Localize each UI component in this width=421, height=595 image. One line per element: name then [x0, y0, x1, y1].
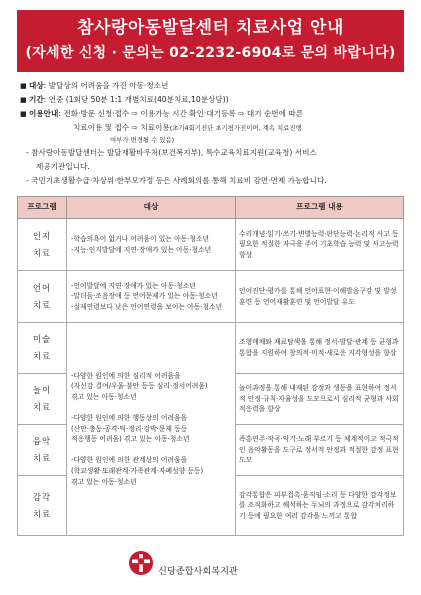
program-name-line2: 치료 [32, 402, 52, 412]
content-cell-play: 놀이과정을 통해 내재된 감정과 생동을 표현하여 정서적 안정·규칙·자율성을 도모으로서 심리적 균형과 사회 적응력을 향상 [236, 374, 404, 425]
table-row-cognitive [18, 219, 404, 271]
program-name-art [18, 323, 67, 374]
program-name-line1: 미술 [32, 334, 52, 344]
info-guide [20, 107, 410, 121]
target-key: 대상 [29, 81, 44, 90]
program-name-play [18, 374, 67, 425]
note-discount: - 국민기초생활수급·차상위·한부모가정 등은 사례회의를 통해 치료비 감면·면제 가능합니다. [26, 176, 327, 185]
note-voucher-cont: 제공기관입니다. [36, 162, 90, 171]
content-cell-cognitive: 수리개념·읽기·쓰기·변별능력·판단능력·논리적 사고 등 필요한 적절한 자극을 주어 기초학습 능력 및 사고능력 향상 [236, 219, 404, 271]
contact-subtitle: (자세한 신청 · 문의는 02-2232-6904로 문의 바랍니다) [25, 45, 396, 61]
guide-value: : 전화·방문 신청·접수 ⇨ 이용가능 시간 확인·대기등록 ⇨ 대기 순번에 따른 [58, 109, 304, 118]
program-name-line1: 감각 [32, 491, 52, 502]
welfare-center-logo-icon [128, 550, 154, 576]
info-target [20, 79, 410, 93]
program-name-music [18, 425, 67, 476]
program-name-line1: 인지 [32, 230, 52, 241]
content-cell-speech: 언어진단·평가를 통해 언어표현·이해발음구강 및 발성훈련 등 언어재활훈련 및 언어발달 유도 [236, 271, 404, 323]
program-name-line1: 음악 [32, 436, 52, 446]
program-name-line2: 치료 [32, 453, 52, 463]
program-name-line1: 언어 [32, 282, 52, 293]
period-value: : 연중 (1회당 50분 1:1 개별치료(40분치료,10분상담)) [43, 95, 229, 104]
info-period [20, 93, 410, 107]
target-value: : 발달상의 어려움을 가진 아동·청소년 [43, 81, 169, 90]
table-row-art [18, 323, 404, 374]
target-cell-speech: -언어발달에 지연·장애가 있는 아동·청소년 -말더듬·조음장애 등 언어문제가 있는 아동·청소년 -실제연령보다 낮은 언어연령을 보이는 아동·청소년 [67, 271, 236, 323]
title-banner [17, 10, 404, 72]
program-name-speech [18, 271, 67, 323]
footer [128, 549, 238, 577]
guide-value-3: 여부가 변경될 수 있음) [110, 136, 175, 144]
table-row-speech [18, 271, 404, 323]
program-name-cognitive [18, 219, 67, 271]
guide-value-line2 [20, 121, 410, 135]
square-bullet-icon: ■ [20, 82, 27, 90]
program-table [17, 196, 404, 536]
note-voucher: - 참사랑아동발달센터는 발달재활바우처(보건복지부), 특수교육치료지원(교육청) 서비스 [26, 148, 317, 157]
content-cell-sensory: 감각통합은 피부접촉·움직임·소리 등 다양한 감각정보를 조직화하고 해석하는 두뇌의 과정으로 감각처리하기 등에 필요한 여러 감각을 느끼고 통합 [236, 476, 404, 536]
program-name-sensory [18, 476, 67, 536]
header-target: 대상 [67, 197, 236, 219]
target-cell-shared: -다양한 원인에 의한 심리적 어려움을 (자신감 결여/우울·불안 등등 심리·정서어려움) 겪고 있는 아동·청소년 -다양한 원인에 의한 행동상의 어려움을 (산만·충동·공격·틱·정리·강박·문제 등등 적응행동 어려움) 겪고 있는 아동·청소년 -다양한 원인에 의한 관계상의 어려움을 (학교생활·또래관계·가족관계·자폐성향 등등) 겪고 있는 아동·청소년 [67, 323, 236, 536]
table-header-row [18, 197, 404, 219]
org-name: 신당종합사회복지관 [158, 566, 238, 577]
program-name-line1: 놀이 [32, 385, 52, 395]
square-bullet-icon: ■ [20, 110, 27, 118]
guide-value-2: 치료이용 및 접수 ⇨ 치료이용 [73, 123, 170, 132]
program-name-line2: 치료 [32, 247, 52, 258]
page-title: 참사랑아동발달센터 치료사업 안내 [77, 18, 344, 38]
content-cell-art: 조형매체와 재료탐색을 통해 정서·발달·관계 등 균형과 통합을 지원하여 창의적·미적·새로운 지각형성을 향상 [236, 323, 404, 374]
info-section [20, 79, 410, 188]
guide-value-2-small: (초기4회기진단 초기평가진이며, 계속 치료진행 [169, 124, 302, 132]
square-bullet-icon: ■ [20, 96, 27, 104]
target-cell-cognitive: -학습의욕이 없거나 어려움이 있는 아동·청소년 -지능·인지발달에 지연·장애가 있는 아동·청소년 [67, 219, 236, 271]
guide-key: 이용안내 [29, 109, 59, 118]
content-cell-music: 즉흥연주·작곡·악기·노래 부르기 등 체계적이고 적극적인 음악활동을 도구로 정서적 안정과 적절한 감정 표현 도모 [236, 425, 404, 476]
program-name-line2: 치료 [32, 351, 52, 361]
program-name-line2: 치료 [32, 508, 52, 519]
period-key: 기간 [29, 95, 44, 104]
header-content: 프로그램 내용 [236, 197, 404, 219]
program-name-line2: 치료 [32, 299, 52, 310]
header-program: 프로그램 [18, 197, 67, 219]
